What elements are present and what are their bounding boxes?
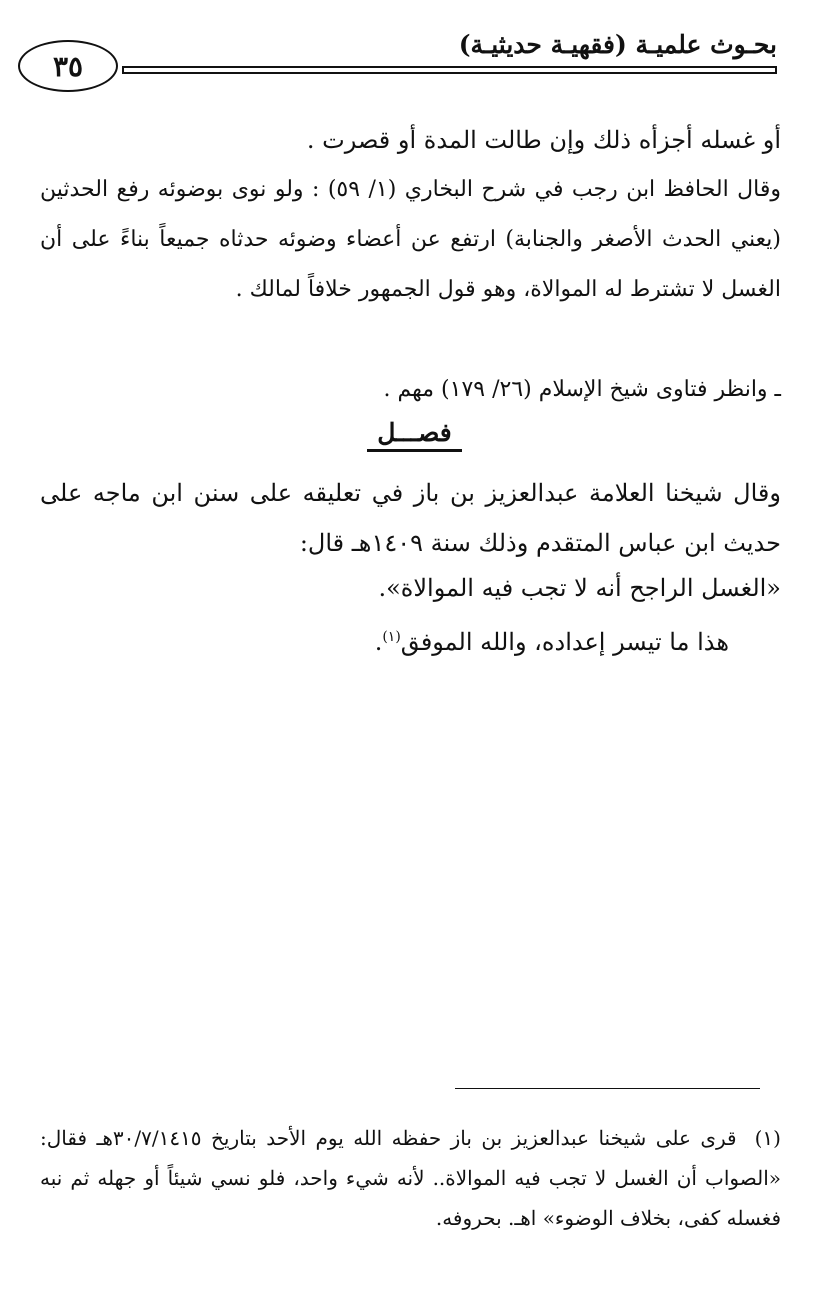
footnote-reference: (١) — [382, 629, 401, 645]
section-heading — [0, 418, 829, 447]
footnote-separator — [455, 1088, 760, 1089]
paragraph-closing: هذا ما تيسر إعداده، والله الموفق$^{(١)}$. — [374, 628, 729, 656]
paragraph-quote: «الغسل الراجح أنه لا تجب فيه الموالاة». — [378, 574, 781, 602]
section-heading-text: فصـــل — [367, 418, 462, 452]
page-number — [18, 40, 118, 92]
paragraph-ibn-baz: وقال شيخنا العلامة عبدالعزيز بن باز في تعليقه على سنن ابن ماجه على حديث ابن عباس المتقدم وذلك سنة ١٤٠٩هـ قال: — [40, 479, 781, 557]
paragraph-see-fatawa: ـ وانظر فتاوى شيخ الإسلام (٢٦/ ١٧٩) مهم . — [383, 377, 781, 402]
closing-text: هذا ما تيسر إعداده، والله الموفق — [400, 628, 729, 656]
footnote — [40, 1118, 781, 1238]
paragraph-1: أو غسله أجزأه ذلك وإن طالت المدة أو قصرت . — [306, 126, 781, 154]
paragraph-ibn-rajab: وقال الحافظ ابن رجب في شرح البخاري (١/ ٥٩) : ولو نوى بوضوئه رفع الحدثين (يعني الحدث الأصغر والجنابة) ارتفع عن أعضاء وضوئه حدثاه جميعاً بناءً على أن الغسل لا تشترط له الموالاة، وهو قول الجمهور خلافاً لمالك . — [40, 177, 782, 302]
footnote-marker: (١) — [754, 1126, 781, 1150]
header-rule — [122, 66, 777, 74]
running-title: بحـوث علميـة (فقهيـة حديثيـة) — [458, 30, 777, 59]
page-number-text: ٣٥ — [52, 49, 84, 83]
footnote-text: قرى على شيخنا عبدالعزيز بن باز حفظه الله يوم الأحد بتاريخ ٣٠/٧/١٤١٥هـ فقال: «الصواب أن الغسل لا تجب فيه الموالاة.. لأنه شيء واحد، فلو نسي شيئاً أو جهله ثم نبه فغسله كفى، بخلاف الوضوء» اهـ. بحروفه. — [40, 1126, 781, 1230]
